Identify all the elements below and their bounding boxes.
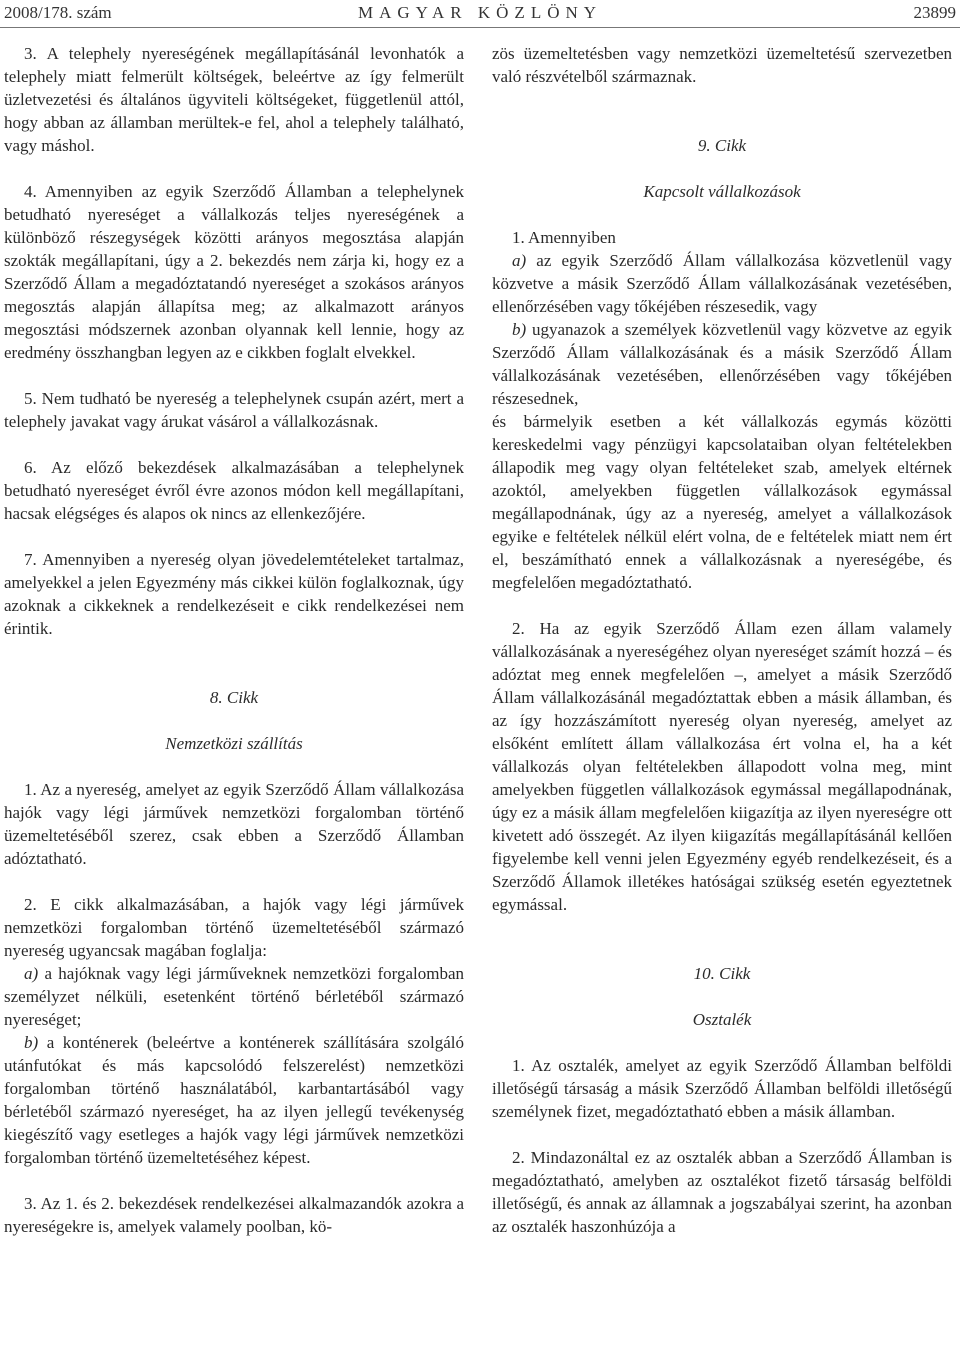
point-a-label: a) bbox=[24, 964, 39, 983]
page-number: 23899 bbox=[913, 3, 956, 22]
article-9-point-a bbox=[492, 249, 952, 318]
article-8-paragraph-2: 2. E cikk alkalmazásában, a hajók vagy légi járművek nemzetközi forgalomban történő üzemeltetéséből származó nyereség ugyancsak magában foglalja: bbox=[4, 895, 464, 960]
article-10-title: Osztalék bbox=[692, 1010, 752, 1029]
right-column bbox=[492, 42, 952, 1350]
page-header bbox=[0, 0, 960, 30]
paragraph-3: 3. A telephely nyereségének megállapításánál levonhatók a telephely miatt felmerült költségek, beleértve az így felmerült üzletvezetési és általános ügyviteli költségeket, függetlenül attól, hogy abban az államban merültek-e fel, ahol a telephely található, vagy máshol. bbox=[4, 44, 464, 155]
article-8-title: Nemzetközi szállítás bbox=[165, 734, 303, 753]
article-10-paragraph-2: 2. Mindazonáltal ez az osztalék abban a Szerződő Államban is megadóztatható, amelyben az osztalékot fizető társaság belföldi illetőségű, és annak az államnak a jogszabályai szerint, ha azonban az osztalék haszonhúzója a bbox=[492, 1148, 952, 1236]
left-column bbox=[4, 42, 464, 1350]
point-a-text: a hajóknak vagy légi járműveknek nemzetközi forgalomban személyzet nélküli, esetenként történő bérletéből származó nyereséget; bbox=[4, 964, 464, 1029]
paragraph-5: 5. Nem tudható be nyereség a telephelynek csupán azért, mert a telephely javakat vagy árukat vásárol a vállalkozásnak. bbox=[4, 389, 464, 431]
header-divider bbox=[0, 27, 960, 28]
journal-title: MAGYAR KÖZLÖNY bbox=[357, 3, 603, 22]
point-b-text: ugyanazok a személyek közvetlenül vagy közvetve az egyik Szerződő Állam vállalkozásának és a másik Szerződő Állam vállalkozásának vezetésében, ellenőrzésében vagy tőkéjében részesednek, bbox=[492, 320, 952, 408]
article-10-paragraph-1: 1. Az osztalék, amelyet az egyik Szerződő Államban belföldi illetőségű társaság a másik Szerződő Államban belföldi illetőségű személynek fizet, megadóztatható ebben a másik államban. bbox=[492, 1056, 952, 1121]
article-9-title: Kapcsolt vállalkozások bbox=[643, 182, 801, 201]
point-b-label: b) bbox=[512, 320, 527, 339]
point-b-label: b) bbox=[24, 1033, 39, 1052]
article-9-number: 9. Cikk bbox=[697, 136, 747, 155]
article-9-point-b bbox=[492, 318, 952, 410]
article-8-paragraph-3: 3. Az 1. és 2. bekezdések rendelkezései alkalmazandók azokra a nyereségekre is, amelyek valamely poolban, kö- bbox=[4, 1194, 464, 1236]
point-b-text: a konténerek (beleértve a konténerek szállítására szolgáló utánfutókat és más kapcsolódó felszerelést) nemzetközi forgalomban történő használatából, karbantartásából vagy bérletéből származó nyereséget, ha az ilyen jellegű tevékenység kiegészítő vagy esetleges a hajók vagy légi járművek nemzetközi forgalomban történő üzemeltetéséhez képest. bbox=[4, 1033, 464, 1167]
article-8-point-a bbox=[4, 962, 464, 1031]
article-9-paragraph-2: 2. Ha az egyik Szerződő Állam ezen állam valamely vállalkozásának a nyereségéhez olyan nyereséget számít hozzá – és adóztat meg ennek megfelelően –, amelyet a másik Szerződő Állam vállalkozásánál megadóztattak ebben a másik államban, és az így hozzászámított nyereség olyan nyereség, amelyet az elsőként említett állam vállalkozása ért volna el, ha a két vállalkozás olyan feltételekben állapodott volna meg, mint amelyekben független vállalkozások egymással megállapodnának, úgy ez a másik állam megfelelően kiigazítja az ilyen nyereségre ott kivetett adó összegét. Az ilyen kiigazítás megállapításánál kellően figyelembe kell venni jelen Egyezmény egyéb rendelkezéseit, és a Szerződő Államok illetékes hatóságai szükség esetén egyeztetnek egymással. bbox=[492, 619, 952, 914]
article-10-number: 10. Cikk bbox=[693, 964, 751, 983]
article-9-paragraph-1: 1. Amennyiben bbox=[512, 228, 616, 247]
point-a-label: a) bbox=[512, 251, 527, 270]
article-8-paragraph-3-continued: zös üzemeltetésben vagy nemzetközi üzemeltetésű szervezetben való részvételből származnak. bbox=[492, 44, 952, 86]
article-9-paragraph-1-tail: és bármelyik esetben a két vállalkozás egymás közötti kereskedelmi vagy pénzügyi kapcsolataiban olyan feltételekben állapodik meg vagy olyan feltételeket szab, amelyek eltérnek azoktól, amelyekben független vállalkozások egymással megállapodnának, úgy az a nyereség, amelyet a vállalkozások egyike e feltételek nélkül elért volna, de e feltételek miatt nem ért el, beszámítható ennek a vállalkozásnak a nyereségébe, és megfelelően megadóztatható. bbox=[492, 412, 952, 592]
paragraph-4: 4. Amennyiben az egyik Szerződő Államban a telephelynek betudható nyereséget a vállalkozás teljes nyereségének a különböző részegységek közötti arányos megosztása alapján szokták megállapítani, úgy a 2. bekezdés nem zárja ki, hogy ez a Szerződő Állam a megadóztatandó nyereséget a szokásos arányos megosztás alapján állapítsa meg; az alkalmazott arányos megosztási módszernek azonban olyannak kell lennie, hogy az eredmény összhangban legyen az e cikkben foglalt elvekkel. bbox=[4, 182, 464, 362]
article-8-number: 8. Cikk bbox=[209, 688, 259, 707]
article-8-point-b bbox=[4, 1031, 464, 1169]
paragraph-6: 6. Az előző bekezdések alkalmazásában a telephelynek betudható nyereséget évről évre azonos módon kell megállapítani, hacsak elégséges és alapos ok nincs az ellenkezőjére. bbox=[4, 458, 464, 523]
paragraph-7: 7. Amennyiben a nyereség olyan jövedelemtételeket tartalmaz, amelyekkel a jelen Egyezmény más cikkei külön foglalkoznak, úgy azoknak a cikkeknek a rendelkezéseit e cikk rendelkezései nem érintik. bbox=[4, 550, 464, 638]
issue-number: 2008/178. szám bbox=[4, 3, 112, 22]
point-a-text: az egyik Szerződő Állam vállalkozása közvetlenül vagy közvetve a másik Szerződő Állam vállalkozásának vezetésében, ellenőrzésében vagy tőkéjében részesedik, vagy bbox=[492, 251, 952, 316]
article-8-paragraph-1: 1. Az a nyereség, amelyet az egyik Szerződő Állam vállalkozása hajók vagy légi járművek nemzetközi forgalomban történő üzemeltetéséből szerez, csak ebben a Szerződő Államban adóztatható. bbox=[4, 780, 464, 868]
